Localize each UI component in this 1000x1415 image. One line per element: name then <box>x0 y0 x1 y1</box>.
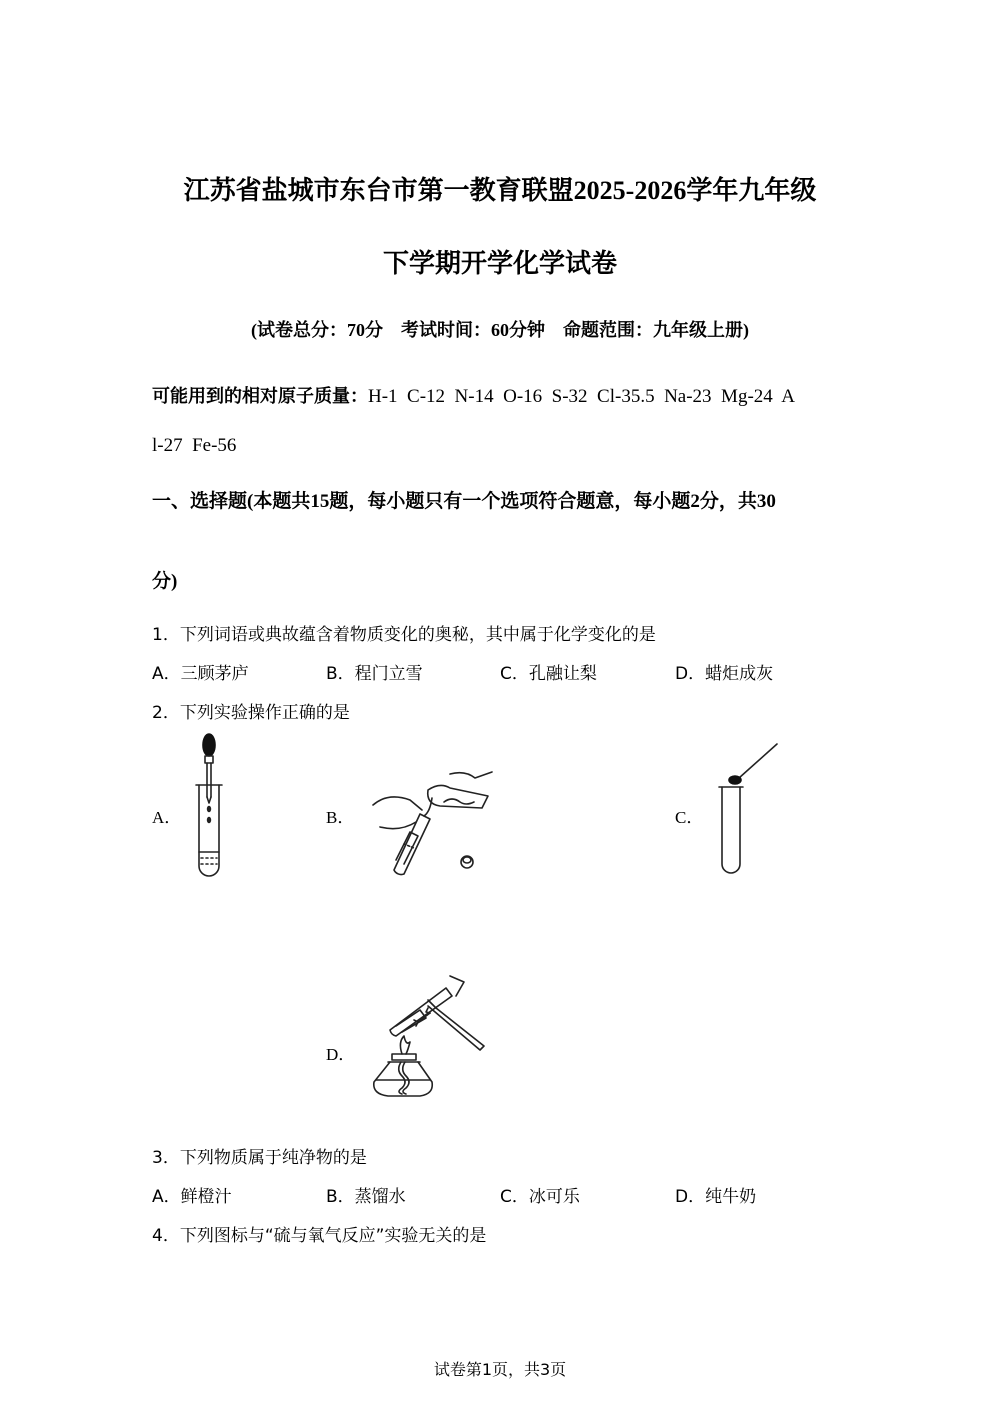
alcohol-lamp-heating-illustration <box>368 966 493 1101</box>
exam-subtitle: (试卷总分：70分 考试时间：60分钟 命题范围：九年级上册) <box>251 320 749 340</box>
section-heading-line1: 一、选择题(本题共15题，每小题只有一个选项符合题意，每小题2分，共30 <box>152 491 776 512</box>
q3-option-b: B．蒸馏水 <box>326 1187 406 1207</box>
question-4-stem: 4．下列图标与“硫与氧气反应”实验无关的是 <box>152 1226 487 1246</box>
dropper-illustration <box>185 732 235 877</box>
q3-option-d: D．纯牛奶 <box>675 1187 757 1207</box>
section-heading-line2: 分) <box>152 571 178 592</box>
atomic-mass-line2: l-27 Fe-56 <box>152 435 237 456</box>
atomic-mass-line1 <box>152 382 795 408</box>
q3-option-a: A．鲜橙汁 <box>152 1187 232 1207</box>
q1-option-d: D．蜡炬成灰 <box>675 664 774 684</box>
question-1-stem: 1．下列词语或典故蕴含着物质变化的奥秘，其中属于化学变化的是 <box>152 625 656 645</box>
question-2-stem: 2．下列实验操作正确的是 <box>152 703 350 723</box>
q1-option-b: B．程门立雪 <box>326 664 423 684</box>
q2-option-d: D． <box>326 1045 356 1064</box>
q3-option-c: C．冰可乐 <box>500 1187 580 1207</box>
q2-option-b: B． <box>326 808 355 827</box>
q2-option-c: C． <box>675 808 704 827</box>
question-3-stem: 3．下列物质属于纯净物的是 <box>152 1148 367 1168</box>
exam-title-line1: 江苏省盐城市东台市第一教育联盟2025-2026学年九年级 <box>183 176 817 205</box>
q2-option-a: A． <box>152 808 182 827</box>
q1-option-a: A．三顾茅庐 <box>152 664 249 684</box>
exam-title-line2: 下学期开学化学试卷 <box>382 249 617 278</box>
q1-option-c: C．孔融让梨 <box>500 664 597 684</box>
pouring-liquid-illustration <box>370 752 500 877</box>
atomic-mass-values: H-1 C-12 N-14 O-16 S-32 Cl-35.5 Na-23 Mg-24 A <box>368 386 795 407</box>
atomic-mass-label: 可能用到的相对原子质量： <box>152 386 368 407</box>
spoon-and-test-tube-illustration <box>715 740 785 880</box>
page-footer: 试卷第1页，共3页 <box>433 1360 567 1379</box>
